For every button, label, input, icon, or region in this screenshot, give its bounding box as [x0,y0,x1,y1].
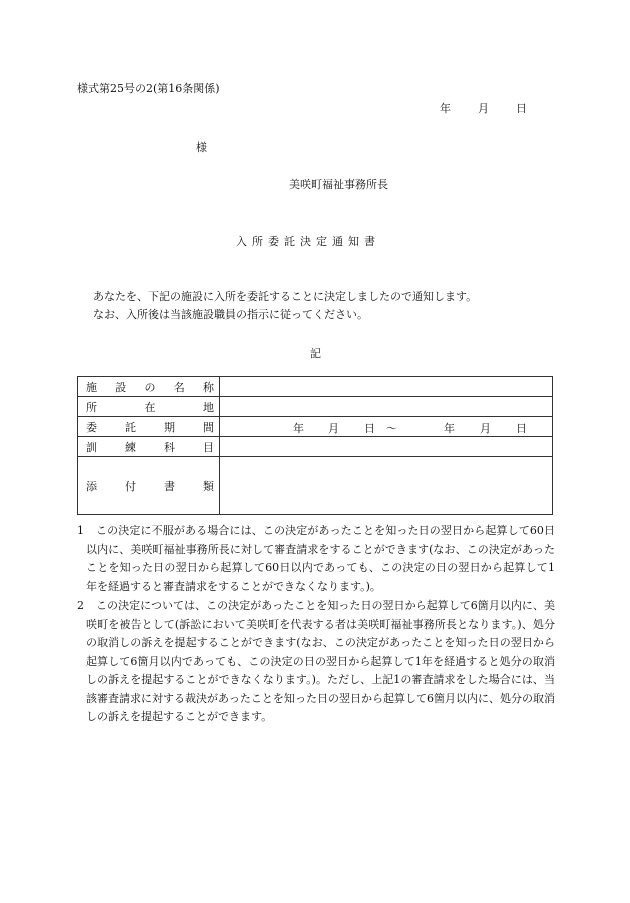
note-text: この決定については、この決定があったことを知った日の翌日から起算して6箇月以内に、美咲町を被告として(訴訟において美咲町を代表する者は美咲町福祉事務所長となります。)、処分の取消しの訴えを提起することができます(なお、この決定があったことを知った日の翌日から起算して6箇月以内であっても、この決定の日の翌日から起算して1年を経過すると処分の取消しの訴えを提起することができなくなります。)。ただし、上記1の審査請求をした場合には、当該審査請求に対する裁決があったことを知った日の翌日から起算して6箇月以内に、処分の取消しの訴えを提起することができます。 [86,599,555,723]
table-row [78,417,553,437]
value-facility-name[interactable] [220,377,553,397]
label-char: 設 [115,380,127,394]
label-char: 委 [86,420,97,434]
label-char: の [144,380,156,394]
date-line [440,100,527,116]
table-row [78,457,553,515]
label-char: 施 [86,380,97,394]
label-char: 託 [125,420,136,434]
intro-paragraph-1: あなたを、下記の施設に入所を委託することに決定しましたので通知します。 [93,290,478,303]
value-training-subject[interactable] [220,437,553,457]
date-day: 日 [516,102,527,115]
table-row [78,397,553,417]
label-char: 書 [164,479,175,493]
label-char: 練 [125,440,136,454]
addressee-suffix: 様 [196,141,207,154]
period-start-month: 月 [328,422,339,435]
note-number: 2 [77,599,84,612]
table-row [78,437,553,457]
period-separator: ～ [386,422,397,435]
value-attachments[interactable] [220,457,553,515]
period-end-year: 年 [444,422,455,435]
label-period [78,417,220,437]
table-row [78,377,553,397]
label-char: 名 [173,380,185,394]
intro-paragraph-2: なお、入所後は当該施設職員の指示に従ってください。 [93,308,368,321]
label-char: 目 [203,440,214,454]
label-char: 添 [86,479,97,493]
label-char: 称 [203,380,214,394]
issuer: 美咲町福祉事務所長 [289,178,388,191]
note-text: この決定に不服がある場合には、この決定があったことを知った日の翌日から起算して60日以内に、美咲町福祉事務所長に対して審査請求をすることができます(なお、この決定があったことを知った日の翌日から起算して60日以内であっても、この決定の日の翌日から起算して1年を経過すると審査請求をすることができなくなります。)。 [86,524,555,593]
ki-heading: 記 [310,347,321,360]
label-char: 間 [203,420,214,434]
note-number: 1 [77,524,84,537]
period-end-day: 日 [516,422,527,435]
note-1 [77,522,555,596]
label-char: 付 [125,479,136,493]
date-year: 年 [440,102,451,115]
value-period[interactable] [220,417,553,437]
label-char: 訓 [86,440,97,454]
date-month: 月 [478,102,489,115]
label-char: 科 [164,440,175,454]
label-char: 所 [86,400,97,414]
label-char: 地 [203,400,214,414]
period-start-year: 年 [293,422,304,435]
period-end-month: 月 [480,422,491,435]
label-attachments [78,457,220,515]
form-number: 様式第25号の2(第16条関係) [77,82,220,95]
note-2 [77,597,555,727]
label-char: 期 [164,420,175,434]
label-facility-name [78,377,220,397]
period-start-day: 日 [364,422,375,435]
label-char: 在 [144,400,156,414]
label-training-subject [78,437,220,457]
value-location[interactable] [220,397,553,417]
label-char: 類 [203,479,214,493]
info-table [77,376,553,515]
label-location [78,397,220,417]
document-title: 入所委託決定通知書 [236,235,380,248]
